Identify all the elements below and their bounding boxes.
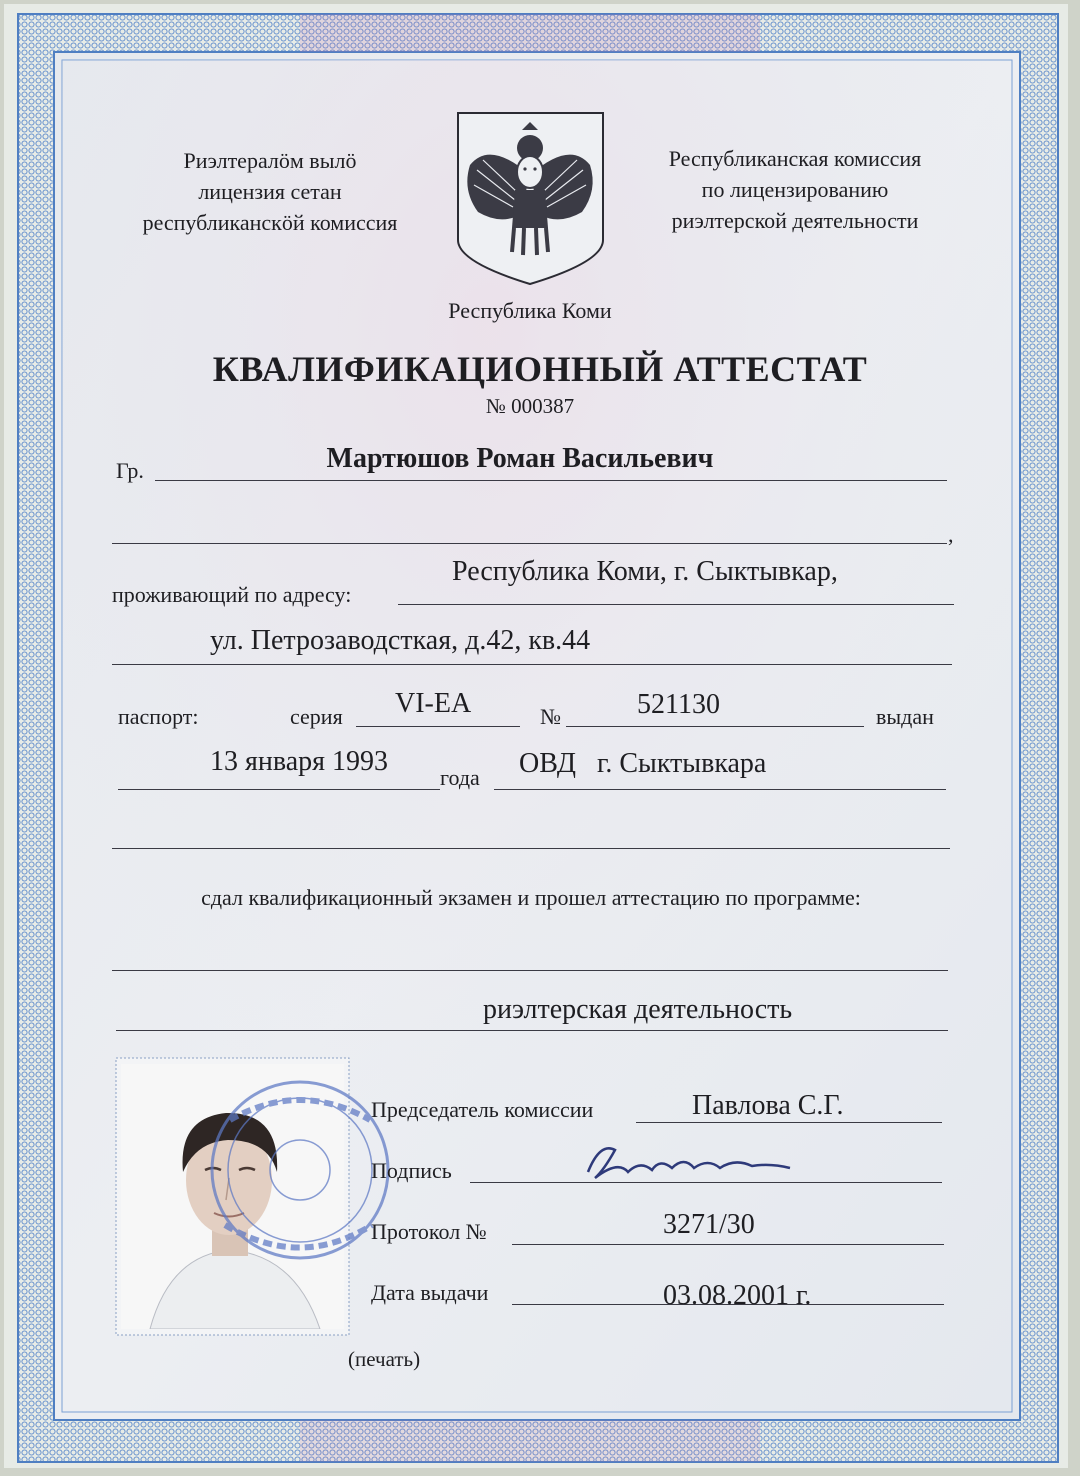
holder-label: Гр. <box>116 458 144 483</box>
program-line-2 <box>116 1030 948 1031</box>
address-label: проживающий по адресу: <box>112 582 352 607</box>
header-left-text <box>110 145 430 238</box>
passport-issuer-city: г. Сыктывкара <box>597 748 767 779</box>
holder-line <box>155 480 947 481</box>
header-right-line: Республиканская комиссия <box>668 146 922 171</box>
header-right-text <box>630 143 960 236</box>
passport-year-label: года <box>440 765 480 790</box>
komi-emblem-icon <box>458 113 603 284</box>
passport-issued-label: выдан <box>876 704 934 729</box>
protocol-number: 3271/30 <box>663 1209 755 1240</box>
passport-number-label: № <box>540 704 561 729</box>
header-left-line: республиканскӧй комиссия <box>142 210 398 235</box>
chair-line <box>636 1122 942 1123</box>
signature-line <box>470 1182 942 1183</box>
program-line-1 <box>112 970 948 971</box>
passport-number-line <box>566 726 864 727</box>
passport-issuer-line <box>494 789 946 790</box>
passport-date: 13 января 1993 <box>210 746 389 777</box>
holder-line-2 <box>112 543 947 544</box>
address-line1: Республика Коми, г. Сыктывкар, <box>452 556 838 587</box>
passport-series-line <box>356 726 520 727</box>
stamp-label: (печать) <box>348 1347 421 1371</box>
protocol-line <box>512 1244 944 1245</box>
republic-label: Республика Коми <box>448 298 612 323</box>
passport-number: 521130 <box>637 689 720 720</box>
holder-comma: , <box>948 522 954 547</box>
header-right-line: по лицензированию <box>701 177 889 202</box>
header-right-line: риэлтерской деятельности <box>671 208 919 233</box>
header-left-line: Риэлтeралӧм вылӧ <box>183 148 357 173</box>
signature-label: Подпись <box>371 1158 452 1183</box>
address-line-1 <box>398 604 954 605</box>
issue-date: 03.08.2001 г. <box>663 1280 812 1311</box>
issue-date-label: Дата выдачи <box>371 1280 489 1305</box>
address-line2: ул. Петрозаводсткая, д.42, кв.44 <box>210 625 591 656</box>
passport-series-label: серия <box>290 704 343 729</box>
chair-name: Павлова С.Г. <box>692 1090 844 1121</box>
passport-date-line <box>118 789 440 790</box>
passport-label: паспорт: <box>118 704 199 729</box>
header-left-line: лицензия сетан <box>198 179 342 204</box>
document-title: КВАЛИФИКАЦИОННЫЙ АТТЕСТАТ <box>212 349 868 389</box>
exam-text: сдал квалификационный экзамен и прошел аттестацию по программе: <box>201 885 861 910</box>
passport-extra-line <box>112 848 950 849</box>
passport-issuer-abbr: ОВД <box>519 748 576 779</box>
document-number: № 000387 <box>485 394 575 418</box>
chair-label: Председатель комиссии <box>371 1097 594 1122</box>
address-line-2 <box>112 664 952 665</box>
holder-name: Мартюшов Роман Васильевич <box>326 443 714 474</box>
protocol-label: Протокол № <box>371 1219 487 1244</box>
passport-series: VI-ЕА <box>395 688 472 719</box>
program-name: риэлтерская деятельность <box>483 994 793 1025</box>
